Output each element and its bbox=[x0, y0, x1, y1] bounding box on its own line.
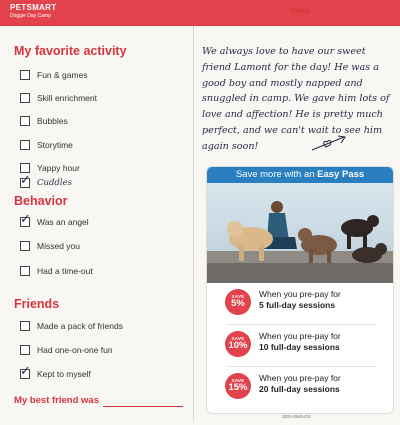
offer-15-percent bbox=[219, 369, 385, 405]
favorite-activity-heading: My favorite activity bbox=[14, 44, 127, 58]
option-label: Fun & games bbox=[37, 70, 88, 80]
badge-percent: 10% bbox=[228, 340, 248, 351]
badge-save: SAVE bbox=[231, 294, 245, 299]
best-friend-blank[interactable] bbox=[103, 406, 183, 407]
offer-divider bbox=[227, 324, 377, 325]
option-skill-enrichment[interactable] bbox=[20, 92, 97, 104]
option-bubbles[interactable] bbox=[20, 115, 68, 127]
checkbox[interactable] bbox=[20, 321, 30, 331]
offer-line1: When you pre-pay for bbox=[259, 289, 341, 299]
checkbox[interactable] bbox=[20, 93, 30, 103]
option-label: Missed you bbox=[37, 241, 80, 251]
badge-percent: 15% bbox=[228, 382, 248, 393]
offer-line2: 20 full-day sessions bbox=[259, 384, 340, 394]
option-label-handwritten: Cuddles bbox=[37, 178, 72, 188]
dogs-photo bbox=[207, 183, 393, 283]
offer-text bbox=[259, 331, 383, 353]
offer-text bbox=[259, 289, 383, 311]
option-one-on-one-fun[interactable] bbox=[20, 344, 113, 356]
option-label: Bubbles bbox=[37, 116, 68, 126]
best-friend-label: My best friend was bbox=[14, 395, 99, 406]
option-label: Skill enrichment bbox=[37, 93, 97, 103]
checkbox[interactable] bbox=[20, 116, 30, 126]
option-had-a-time-out[interactable] bbox=[20, 265, 93, 277]
badge-save: SAVE bbox=[231, 336, 245, 341]
column-divider bbox=[193, 26, 194, 421]
notes-title: Notes bbox=[290, 8, 310, 15]
promo-title bbox=[207, 167, 393, 183]
option-storytime[interactable] bbox=[20, 139, 73, 151]
checkmark-icon: ✓ bbox=[20, 173, 31, 188]
logo-subtitle: Doggie Day Camp bbox=[10, 13, 51, 19]
option-kept-to-myself[interactable] bbox=[20, 364, 91, 380]
checkbox[interactable] bbox=[20, 241, 30, 251]
checkbox[interactable] bbox=[20, 345, 30, 355]
checkbox[interactable] bbox=[20, 140, 30, 150]
badge-percent: 5% bbox=[231, 298, 245, 309]
option-made-a-pack[interactable] bbox=[20, 320, 123, 332]
offer-divider bbox=[227, 366, 377, 367]
offer-10-percent bbox=[219, 327, 385, 363]
option-fun-and-games[interactable] bbox=[20, 69, 88, 81]
option-label: Yappy hour bbox=[37, 163, 80, 173]
form-code: SDN-0845-DS bbox=[282, 414, 311, 419]
offer-text bbox=[259, 373, 383, 395]
notes-handwritten-text: We always love to have our sweet friend Lamont for the day! He was a good boy and mostly napped and snuggled in camp. We gave him lots of love and affection! He is pretty much perfect, and we can't wait to see him again soon! bbox=[202, 46, 390, 152]
promo-title-prefix: Save more with an bbox=[235, 169, 315, 180]
save-badge bbox=[225, 331, 251, 357]
offer-line1: When you pre-pay for bbox=[259, 331, 341, 341]
checkbox[interactable] bbox=[20, 163, 30, 173]
offer-line1: When you pre-pay for bbox=[259, 373, 341, 383]
friends-heading: Friends bbox=[14, 297, 60, 311]
checkbox[interactable] bbox=[20, 212, 31, 227]
option-was-an-angel[interactable] bbox=[20, 212, 89, 228]
header-bar bbox=[0, 0, 400, 26]
checkbox[interactable] bbox=[20, 173, 31, 188]
checklist-column bbox=[0, 26, 192, 425]
save-badge bbox=[225, 289, 251, 315]
checkmark-icon: ✓ bbox=[20, 364, 31, 379]
option-missed-you[interactable] bbox=[20, 240, 80, 252]
option-label: Had one-on-one fun bbox=[37, 345, 113, 355]
checkbox[interactable] bbox=[20, 364, 31, 379]
petsmart-logo bbox=[10, 3, 56, 19]
option-label: Was an angel bbox=[37, 217, 89, 227]
option-label: Storytime bbox=[37, 140, 73, 150]
checkmark-icon: ✓ bbox=[20, 212, 31, 227]
badge-save: SAVE bbox=[231, 378, 245, 383]
offer-5-percent bbox=[219, 285, 385, 321]
behavior-heading: Behavior bbox=[14, 194, 68, 208]
save-badge bbox=[225, 373, 251, 399]
checkbox[interactable] bbox=[20, 266, 30, 276]
option-label: Had a time-out bbox=[37, 266, 93, 276]
offer-line2: 10 full-day sessions bbox=[259, 342, 340, 352]
logo-brand: PETSMART bbox=[10, 3, 57, 12]
offer-line2: 5 full-day sessions bbox=[259, 300, 336, 310]
option-label: Kept to myself bbox=[37, 369, 91, 379]
easy-pass-promo bbox=[206, 166, 394, 414]
option-cuddles[interactable] bbox=[20, 173, 72, 189]
heart-arrow-doodle-icon bbox=[310, 134, 348, 152]
option-label: Made a pack of friends bbox=[37, 321, 123, 331]
promo-title-bold: Easy Pass bbox=[317, 169, 365, 180]
checkbox[interactable] bbox=[20, 70, 30, 80]
